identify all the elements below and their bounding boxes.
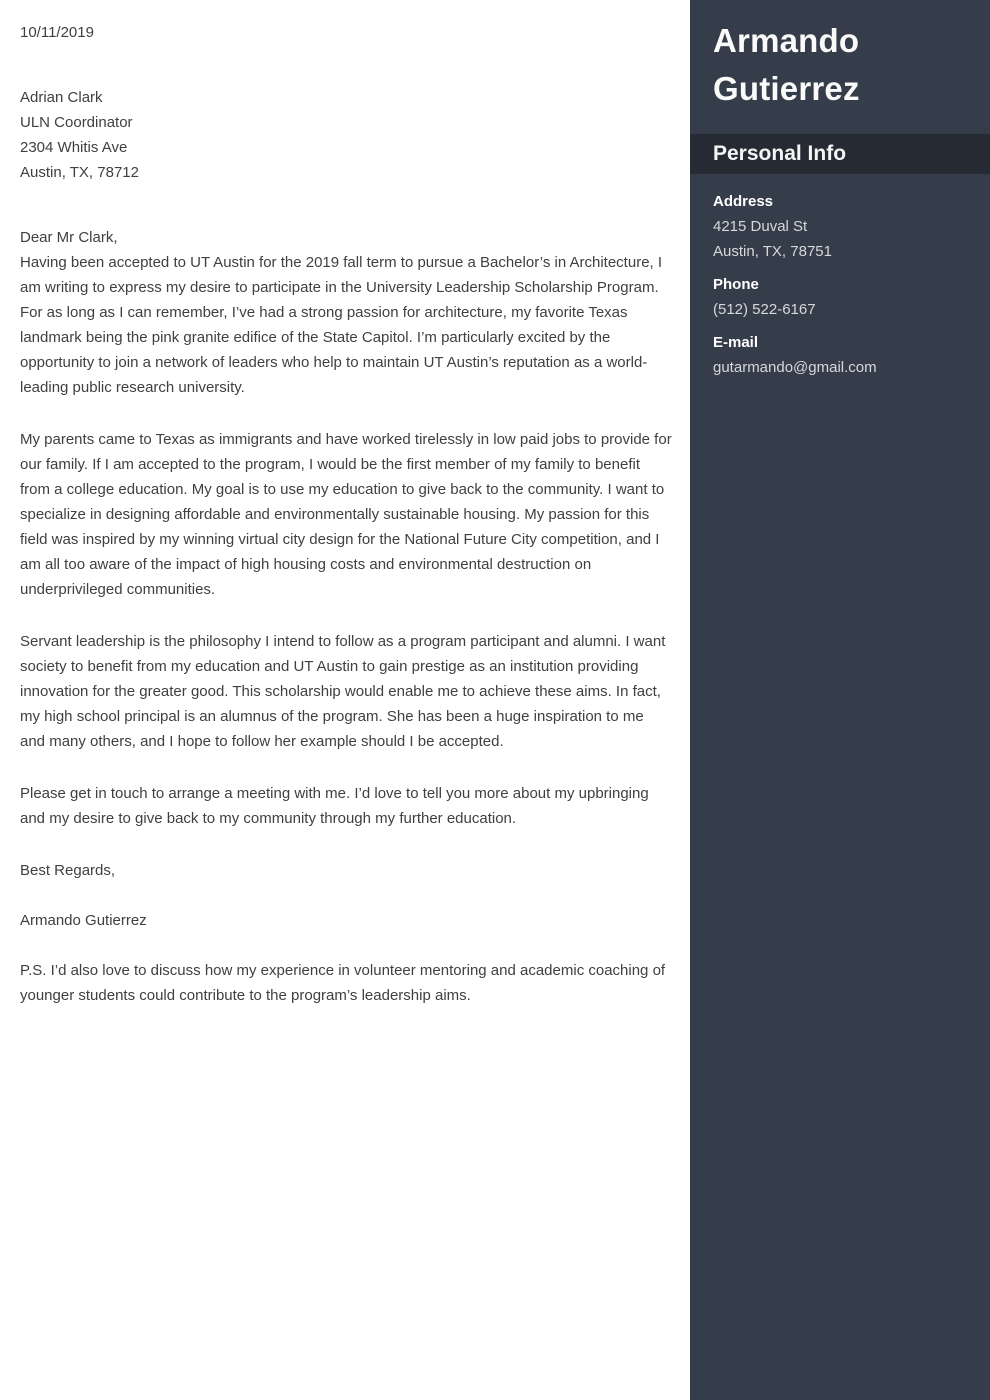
recipient-street: 2304 Whitis Ave [20,139,128,156]
letter-greeting: Dear Mr Clark, [20,229,118,246]
phone-field [713,272,970,322]
letter-closing: Best Regards, [20,862,116,879]
phone-number: (512) 522-6167 [713,301,816,318]
letter-postscript: P.S. I’d also love to discuss how my experience in volunteer mentoring and academic coaching of younger students could contribute to the program’s leadership aims. [20,962,666,1004]
recipient-title: ULN Coordinator [20,114,133,131]
personal-info-sidebar [690,0,990,1400]
email-field [713,330,970,380]
letter-date: 10/11/2019 [20,24,94,41]
address-street: 4215 Duval St [713,218,808,235]
letter-paragraph-1: Having been accepted to UT Austin for the 2019 fall term to pursue a Bachelor’s in Architecture, I am writing to express my desire to participate in the University Leadership Scholarship Program. For as long as I can remember, I’ve had a strong passion for architecture, my favorite Texas landmark being the pink granite edifice of the State Capitol. I’m particularly excited by the opportunity to join a network of leaders who help to maintain UT Austin’s reputation as a world-leading public research university. [20,254,663,396]
address-label: Address [713,193,774,210]
email-label: E-mail [713,334,759,351]
phone-label: Phone [713,276,759,293]
email-address: gutarmando@gmail.com [713,359,877,376]
letter-paragraph-3: Servant leadership is the philosophy I intend to follow as a program participant and alumni. I want society to benefit from my education and UT Austin to gain prestige as an institution providing innovation for the greater good. This scholarship would enable me to achieve these aims. In fact, my high school principal is an alumnus of the program. She has been a huge inspiration to me and many others, and I hope to follow her example should I be accepted. [20,633,666,750]
recipient-name: Adrian Clark [20,89,103,106]
letter-paragraph-4: Please get in touch to arrange a meeting with me. I’d love to tell you more about my upbringing and my desire to give back to my community through my further education. [20,785,649,827]
personal-info-fields [690,174,990,380]
applicant-name: Armando Gutierrez [713,22,860,107]
recipient-city: Austin, TX, 78712 [20,164,139,181]
address-city: Austin, TX, 78751 [713,243,832,260]
personal-info-section-header [690,134,990,174]
personal-info-heading: Personal Info [713,142,847,165]
recipient-block [20,85,672,185]
letter-signature: Armando Gutierrez [20,912,147,929]
letter-paragraph-2: My parents came to Texas as immigrants and have worked tirelessly in low paid jobs to provide for our family. If I am accepted to the program, I would be the first member of my family to benefit from a college education. My goal is to use my education to give back to the community. I want to specialize in designing affordable and environmentally sustainable housing. My passion for this field was inspired by my winning virtual city design for the National Future City competition, and I am all too aware of the impact of high housing costs and environmental destruction on underprivileged communities. [20,431,672,598]
address-field [713,189,970,264]
